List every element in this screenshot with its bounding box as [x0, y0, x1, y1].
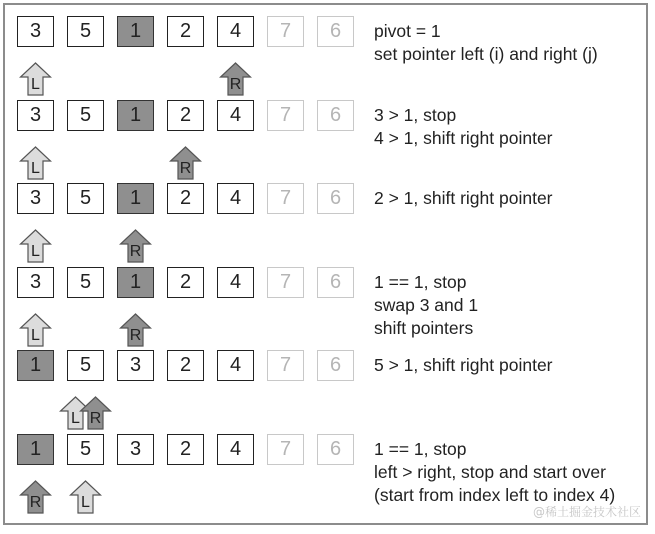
- array-cell: 7: [267, 350, 304, 381]
- array-cell-pivot: 1: [117, 16, 154, 47]
- step-description-line: 2 > 1, shift right pointer: [374, 188, 553, 209]
- step-description-line: pivot = 1: [374, 21, 441, 41]
- array-cell-pivot: 1: [17, 350, 54, 381]
- left-pointer-arrow-icon: [19, 146, 52, 180]
- array-cell-pivot: 1: [117, 267, 154, 298]
- step-1: [0, 16, 655, 100]
- step-description-line: 1 == 1, stop: [374, 271, 467, 292]
- step-description-line: set pointer left (i) and right (j): [374, 44, 598, 64]
- array-cell: 6: [317, 350, 354, 381]
- array-cell: 3: [17, 183, 54, 214]
- step-description-line: left > right, stop and start over: [374, 462, 606, 482]
- step-description-line: (start from index left to index 4): [374, 485, 616, 505]
- array-cell-pivot: 1: [117, 183, 154, 214]
- array-cell: 4: [217, 100, 254, 131]
- step-description: [374, 271, 478, 340]
- pointer-label: R: [179, 159, 192, 177]
- right-pointer-arrow-icon: [119, 313, 152, 347]
- step-description: [374, 20, 598, 66]
- array-cell: 3: [117, 350, 154, 381]
- pointer-label: R: [229, 76, 242, 93]
- step-description-line: swap 3 and 1: [374, 294, 479, 315]
- left-pointer-arrow-icon: [19, 62, 52, 96]
- right-pointer-arrow-icon: [79, 396, 112, 430]
- step-description: [374, 438, 615, 507]
- step-description-line: 1 == 1, stop: [374, 439, 467, 459]
- array-cell-pivot: 1: [117, 100, 154, 131]
- array-cell: 4: [217, 16, 254, 47]
- pointer-label: L: [31, 159, 40, 177]
- array-cell: 5: [67, 267, 104, 298]
- array-cell-pivot: 1: [17, 434, 54, 465]
- array-cell: 5: [67, 100, 104, 131]
- array-cell: 5: [67, 16, 104, 47]
- array-cell: 7: [267, 16, 304, 47]
- array-cell: 7: [267, 183, 304, 214]
- array-cell: 6: [317, 434, 354, 465]
- step-description: [374, 104, 553, 150]
- left-pointer-arrow-icon: [69, 480, 102, 514]
- array-cell: 7: [267, 100, 304, 131]
- step-2: [0, 100, 655, 184]
- pointer-label: L: [31, 76, 40, 93]
- pointer-label: R: [89, 410, 102, 428]
- left-pointer-arrow-icon: [19, 229, 52, 263]
- array-cell: 6: [317, 16, 354, 47]
- pointer-label: R: [129, 326, 142, 344]
- step-description-line: 3 > 1, stop: [374, 104, 457, 125]
- array-cell: 5: [67, 350, 104, 381]
- array-cell: 6: [317, 183, 354, 214]
- pointer-label: L: [81, 494, 90, 511]
- array-cell: 2: [167, 434, 204, 465]
- step-description-line: 4 > 1, shift right pointer: [374, 127, 553, 148]
- left-pointer-arrow-icon: [19, 313, 52, 347]
- array-cell: 6: [317, 100, 354, 131]
- array-cell: 4: [217, 183, 254, 214]
- pointer-label: L: [31, 326, 40, 344]
- array-cell: 4: [217, 267, 254, 298]
- array-cell: 3: [117, 434, 154, 465]
- watermark: @稀土掘金技术社区: [532, 505, 641, 519]
- right-pointer-arrow-icon: [169, 146, 202, 180]
- step-4: [0, 267, 655, 351]
- step-description: [374, 187, 553, 210]
- array-cell: 7: [267, 434, 304, 465]
- array-cell: 3: [17, 267, 54, 298]
- step-3: [0, 183, 655, 267]
- pointer-label: R: [129, 243, 142, 261]
- right-pointer-arrow-icon: [219, 62, 252, 96]
- array-cell: 2: [167, 16, 204, 47]
- step-description-line: shift pointers: [374, 317, 474, 338]
- right-pointer-arrow-icon: [119, 229, 152, 263]
- step-description: [374, 354, 553, 377]
- array-cell: 3: [17, 100, 54, 131]
- array-cell: 2: [167, 267, 204, 298]
- array-cell: 5: [67, 183, 104, 214]
- array-cell: 6: [317, 267, 354, 298]
- array-cell: 3: [17, 16, 54, 47]
- array-cell: 4: [217, 350, 254, 381]
- array-cell: 5: [67, 434, 104, 465]
- pointer-label: R: [29, 494, 42, 511]
- step-5: [0, 350, 655, 434]
- pointer-label: L: [31, 243, 40, 261]
- array-cell: 2: [167, 350, 204, 381]
- step-description-line: 5 > 1, shift right pointer: [374, 355, 553, 376]
- right-pointer-arrow-icon: [19, 480, 52, 514]
- pointer-label: L: [71, 410, 80, 428]
- array-cell: 2: [167, 100, 204, 131]
- array-cell: 2: [167, 183, 204, 214]
- array-cell: 4: [217, 434, 254, 465]
- array-cell: 7: [267, 267, 304, 298]
